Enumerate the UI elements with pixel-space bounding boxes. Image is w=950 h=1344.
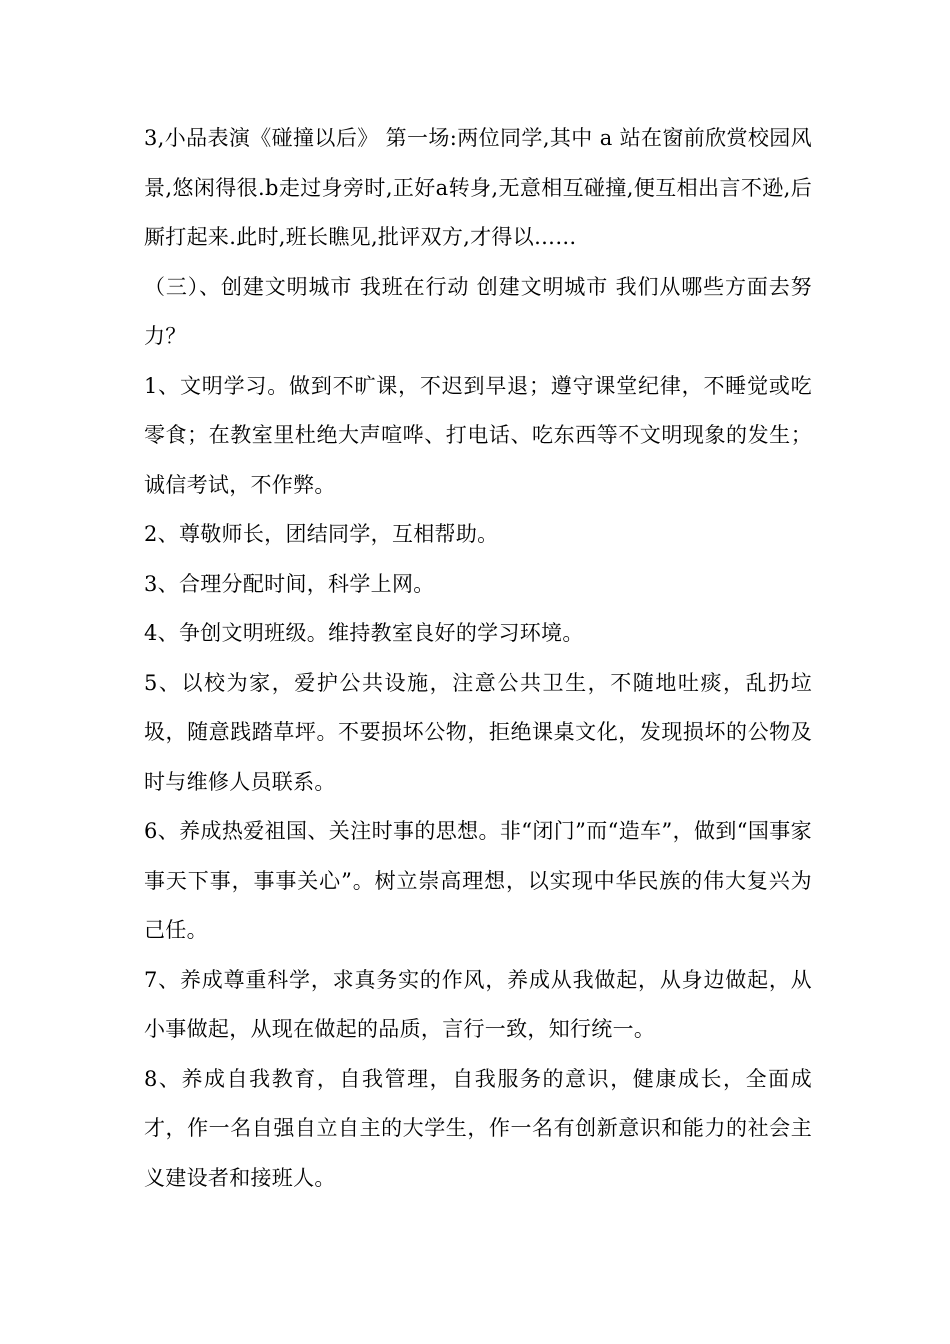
paragraph-item-7: 7、养成尊重科学，求真务实的作风，养成从我做起，从身边做起，从小事做起，从现在做起的品质，言行一致，知行统一。	[144, 967, 812, 1041]
paragraph-skit: 3,小品表演《碰撞以后》 第一场:两位同学,其中 a 站在窗前欣赏校园风景,悠闲得很.b走过身旁时,正好a转身,无意相互碰撞,便互相出言不逊,后厮打起来.此时,班长瞧见,批评双方,才得以……	[144, 126, 812, 249]
paragraph-section-heading: （三）、创建文明城市 我班在行动 创建文明城市 我们从哪些方面去努力？	[144, 274, 812, 348]
paragraph-item-5: 5、以校为家，爱护公共设施，注意公共卫生，不随地吐痰，乱扔垃圾，随意践踏草坪。不要损坏公物，拒绝课桌文化，发现损坏的公物及时与维修人员联系。	[144, 670, 812, 794]
paragraph-item-6: 6、养成热爱祖国、关注时事的思想。非“闭门”而“造车”，做到“国事家事天下事，事事关心”。树立崇高理想，以实现中华民族的伟大复兴为己任。	[144, 819, 812, 942]
paragraph-item-2: 2、尊敬师长，团结同学，互相帮助。	[144, 522, 499, 546]
document-page	[144, 114, 812, 1203]
paragraph-item-4: 4、争创文明班级。维持教室良好的学习环境。	[144, 621, 584, 645]
paragraph-item-1: 1、文明学习。做到不旷课，不迟到早退；遵守课堂纪律，不睡觉或吃零食；在教室里杜绝大声喧哗、打电话、吃东西等不文明现象的发生；诚信考试，不作弊。	[144, 373, 812, 497]
paragraph-item-8: 8、养成自我教育，自我管理，自我服务的意识，健康成长，全面成才，作一名自强自立自主的大学生，作一名有创新意识和能力的社会主义建设者和接班人。	[144, 1066, 812, 1190]
paragraph-item-3: 3、合理分配时间，科学上网。	[144, 571, 435, 596]
